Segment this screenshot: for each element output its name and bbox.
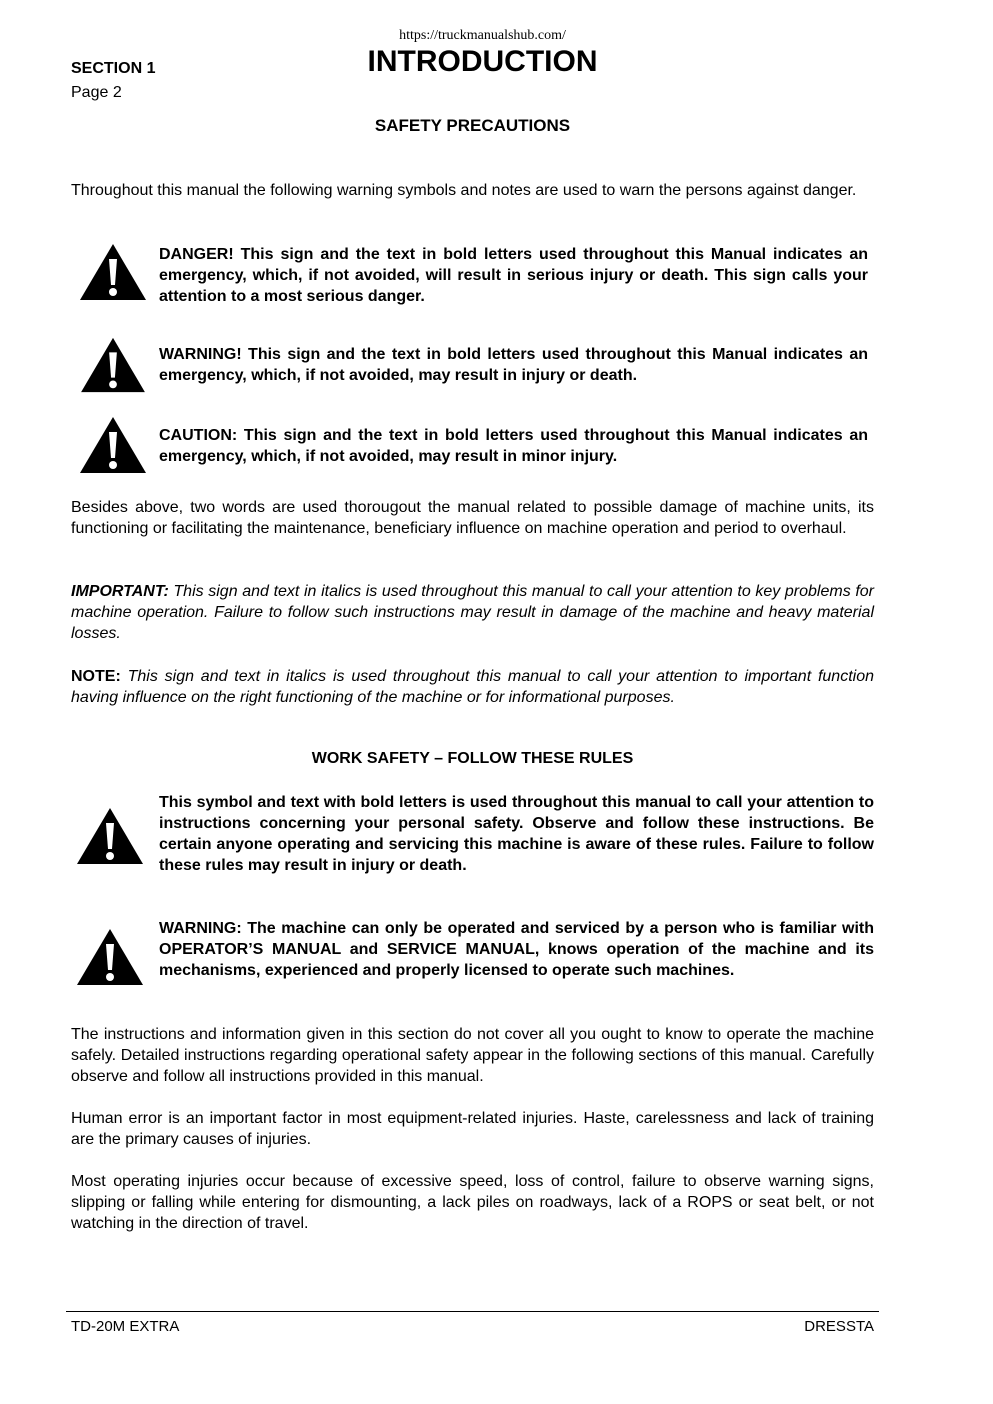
warning-notice: WARNING! This sign and the text in bold letters used throughout this Manual indicates an emergency, which, if not avoided, may result in injury or death. xyxy=(159,346,868,384)
section-label: SECTION 1 xyxy=(71,60,156,77)
warning-triangle-icon xyxy=(78,415,148,475)
personal-safety-notice: This symbol and text with bold letters is used throughout this manual to call your attention to instructions concerning your personal safety. Observe and follow these instructions. Be certain anyone operating and servicing this machine is aware of these rules. Failure to follow these rules may result in injury or death. xyxy=(159,794,874,874)
important-paragraph xyxy=(71,581,874,644)
page-title: INTRODUCTION xyxy=(367,45,598,78)
page-number: Page 2 xyxy=(71,84,122,101)
besides-paragraph: Besides above, two words are used thorougout the manual related to possible damage of machine units, its functioning or facilitating the maintenance, beneficiary influence on machine operation and period to overhaul. xyxy=(71,499,874,537)
human-error-paragraph: Human error is an important factor in most equipment-related injuries. Haste, carelessness and lack of training are the primary causes of injuries. xyxy=(71,1110,874,1148)
warning-triangle-icon xyxy=(78,336,148,394)
note-paragraph xyxy=(71,666,874,708)
note-text: This sign and text in italics is used throughout this manual to call your attention to important function having influence on the right functioning of the machine or for informational purposes. xyxy=(71,668,874,706)
source-url: https://truckmanualshub.com/ xyxy=(399,28,566,43)
footer-brand: DRESSTA xyxy=(804,1318,874,1335)
work-safety-heading: WORK SAFETY – FOLLOW THESE RULES xyxy=(311,750,634,767)
important-label: IMPORTANT: xyxy=(71,583,169,600)
intro-paragraph: Throughout this manual the following warning symbols and notes are used to warn the persons against danger. xyxy=(71,182,857,199)
caution-notice: CAUTION: This sign and the text in bold letters used throughout this Manual indicates an emergency, which, if not avoided, may result in minor injury. xyxy=(159,427,868,465)
warning-triangle-icon xyxy=(74,927,146,987)
warning-triangle-icon xyxy=(78,242,148,302)
footer-model: TD-20M EXTRA xyxy=(71,1318,180,1335)
safety-precautions-heading: SAFETY PRECAUTIONS xyxy=(374,116,571,135)
instructions-paragraph: The instructions and information given in this section do not cover all you ought to know to operate the machine safely. Detailed instructions regarding operational safety appear in the following sections of this manual. Carefully observe and follow all instructions provided in this manual. xyxy=(71,1026,874,1085)
injuries-paragraph: Most operating injuries occur because of excessive speed, loss of control, failure to observe warning signs, slipping or falling while entering for dismounting, a lack piles on roadways, lack of a ROPS or seat belt, or not watching in the direction of travel. xyxy=(71,1173,874,1232)
important-text: This sign and text in italics is used throughout this manual to call your attention to key problems for machine operation. Failure to follow such instructions may result in damage of the machine and heavy material losses. xyxy=(71,583,874,642)
footer-divider xyxy=(66,1311,879,1312)
danger-notice: DANGER! This sign and the text in bold letters used throughout this Manual indicates an emergency, which, if not avoided, will result in serious injury or death. This sign calls your attention to a most serious danger. xyxy=(159,246,868,305)
note-label: NOTE: xyxy=(71,668,121,685)
operator-warning-notice: WARNING: The machine can only be operated and serviced by a person who is familiar with OPERATOR’S MANUAL and SERVICE MANUAL, knows operation of the machine and its mechanisms, experienced and properly licensed to operate such machines. xyxy=(159,920,874,979)
warning-triangle-icon xyxy=(74,806,146,866)
